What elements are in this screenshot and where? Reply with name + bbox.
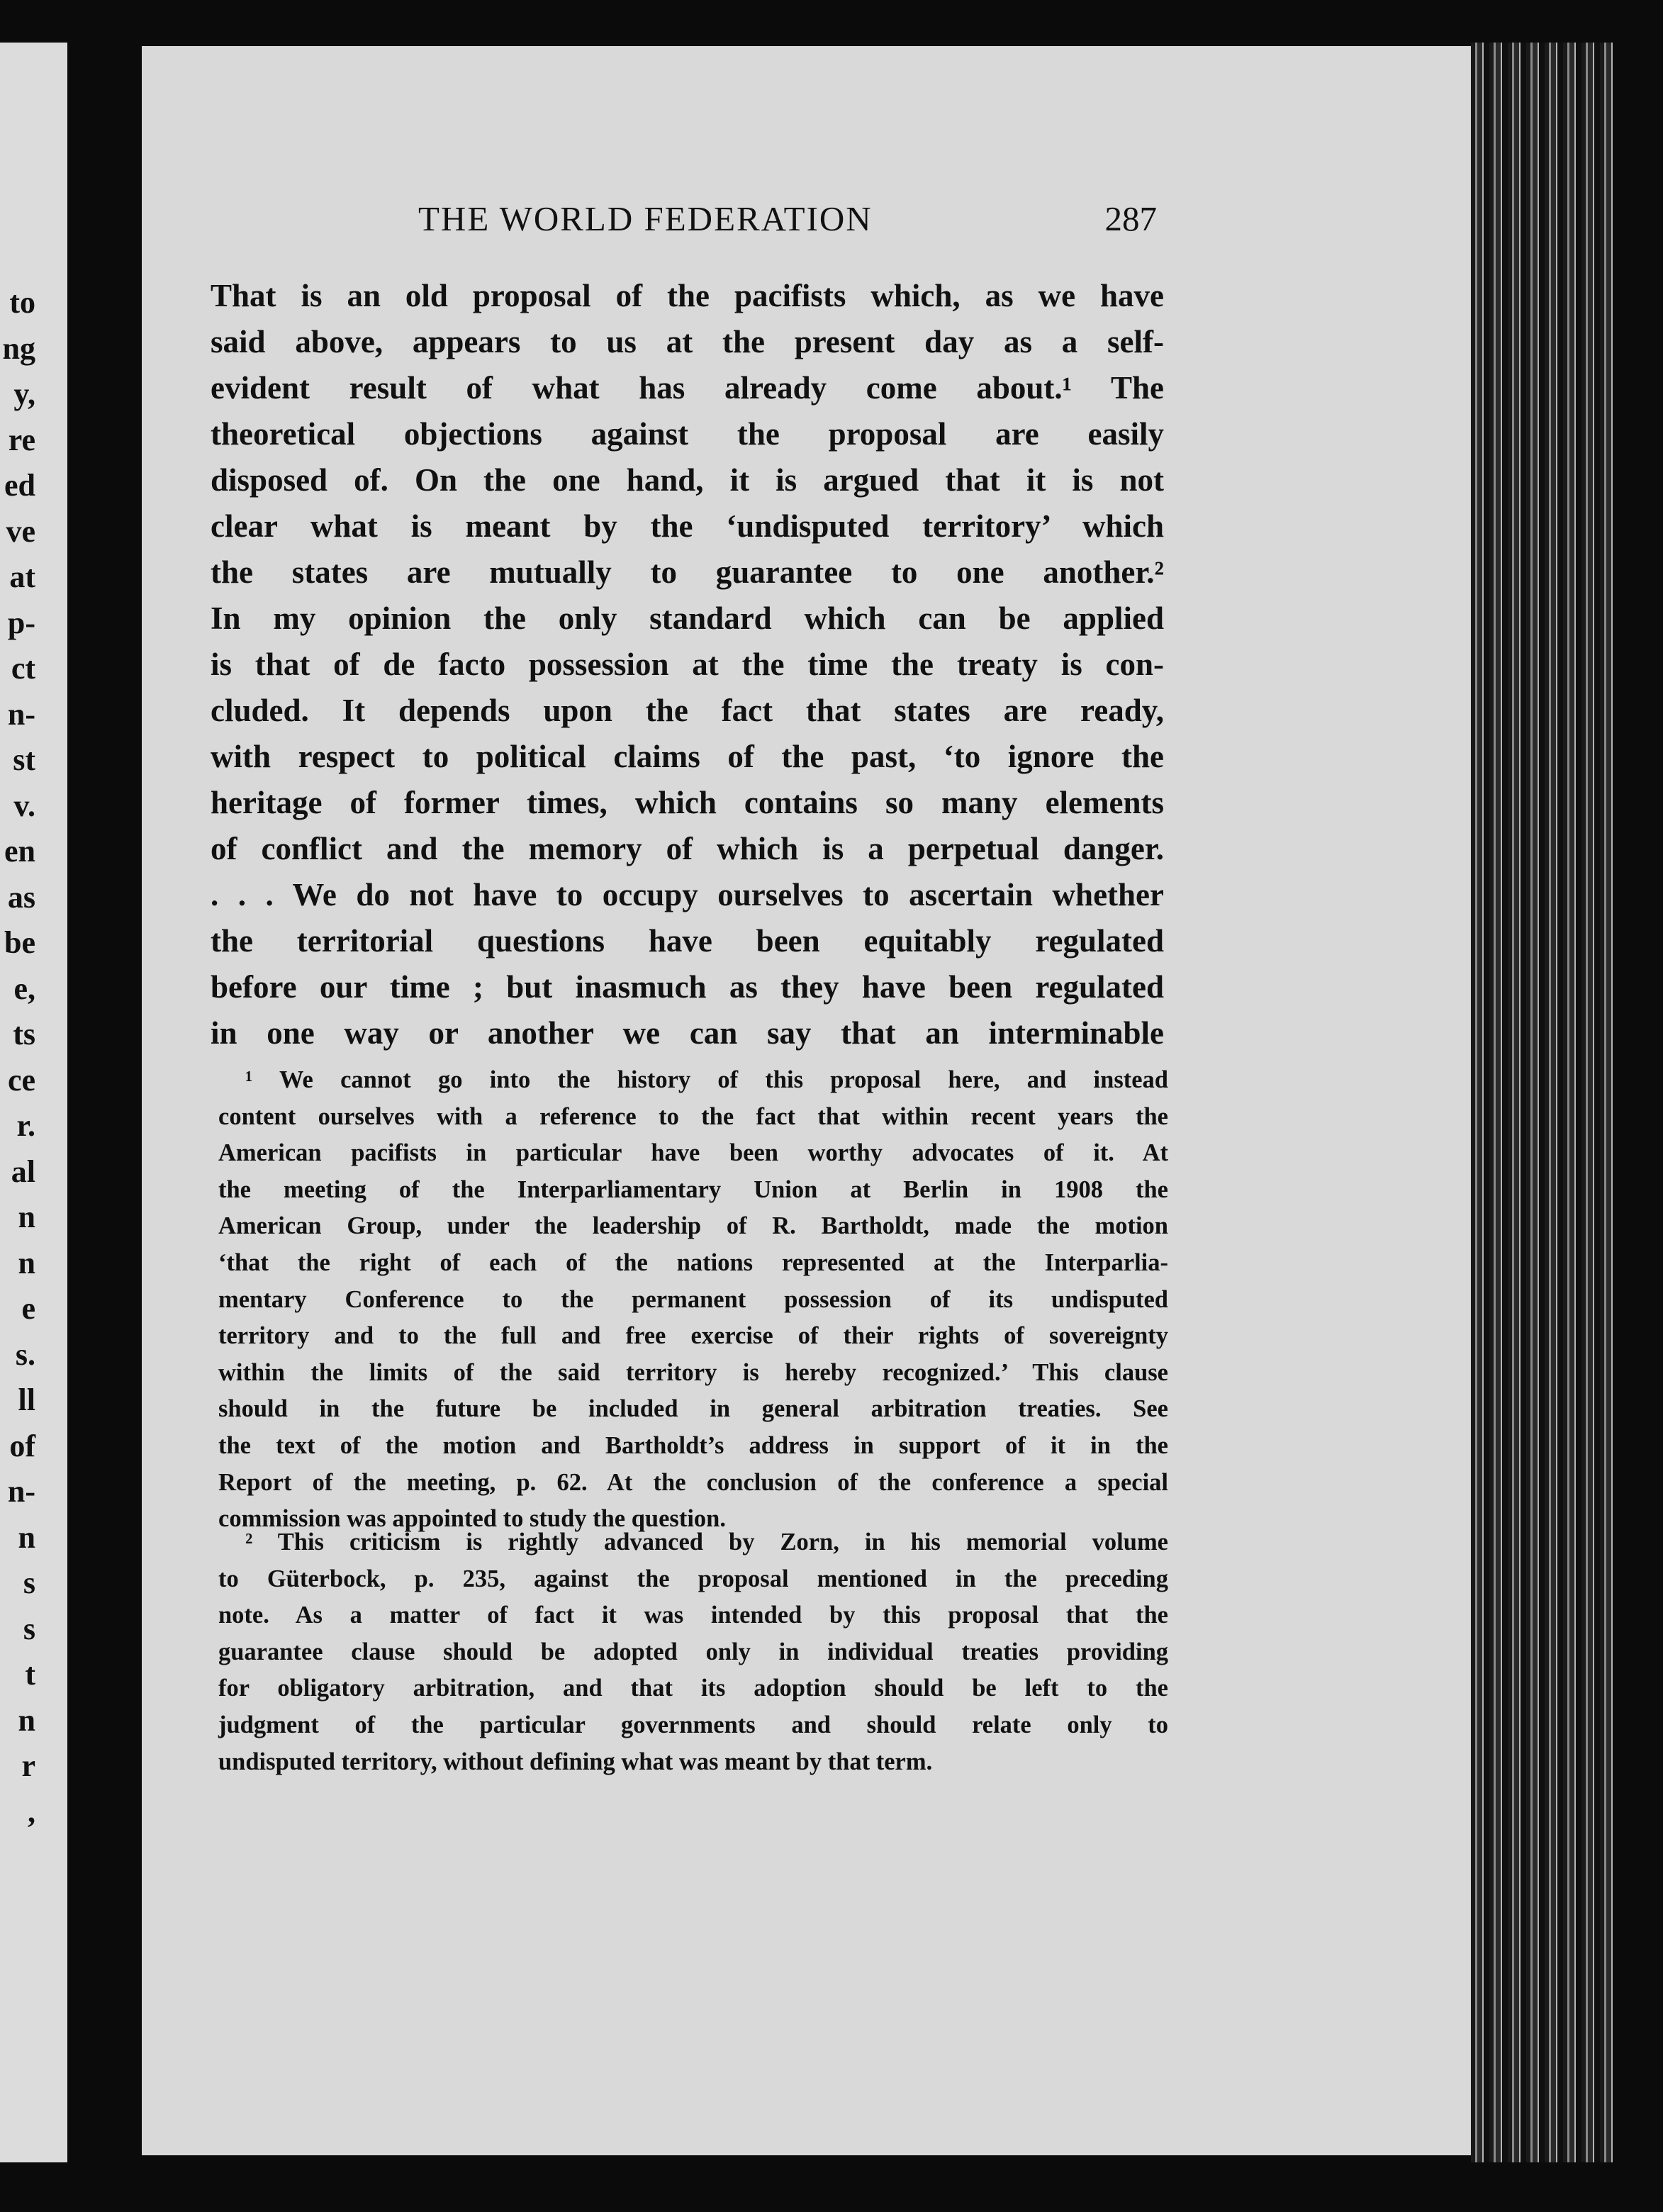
text-line: before our time ; but inasmuch as they have been regulated (211, 969, 1164, 1005)
fragment-line: p- (7, 605, 35, 640)
fragment-line: st (13, 742, 35, 777)
footnote-line: ‘that the right of each of the nations represented at the Interparlia- (218, 1249, 1168, 1276)
footnote-line: note. As a matter of fact it was intended by this proposal that the (218, 1602, 1168, 1629)
fragment-line: s (23, 1565, 35, 1600)
fragment-line: ng (2, 330, 35, 366)
text-line: In my opinion the only standard which can be applied (211, 601, 1164, 636)
fragment-line: be (4, 925, 35, 960)
fragment-line: s (23, 1611, 35, 1646)
text-line: cluded. It depends upon the fact that states are ready, (211, 693, 1164, 728)
text-line: of conflict and the memory of which is a perpetual danger. (211, 831, 1164, 866)
footnote-line: commission was appointed to study the question. (218, 1505, 726, 1533)
footnote-line: American pacifists in particular have been worthy advocates of it. At (218, 1139, 1168, 1167)
footnote-line: undisputed territory, without defining what was meant by that term. (218, 1748, 933, 1775)
fragment-line: al (11, 1154, 35, 1189)
fragment-line: ce (7, 1062, 35, 1097)
fragment-line: e (21, 1291, 35, 1326)
footnote-line: guarantee clause should be adopted only in individual treaties providing (218, 1638, 1168, 1665)
fragment-line: v. (13, 788, 35, 823)
fragment-line: to (9, 285, 35, 320)
footnote-1 (218, 1062, 1168, 1538)
fragment-line: n (18, 1702, 35, 1738)
footnote-line: American Group, under the leadership of R. Bartholdt, made the motion (218, 1212, 1168, 1240)
fragment-line: s. (15, 1336, 35, 1372)
footnote-line: should in the future be included in general arbitration treaties. See (218, 1395, 1168, 1423)
fragment-line: ct (11, 651, 35, 686)
footnote-line: mentary Conference to the permanent possession of its undisputed (218, 1285, 1168, 1313)
text-line: the territorial questions have been equitably regulated (211, 923, 1164, 959)
fragment-line: n (18, 1200, 35, 1234)
fragment-line: ed (4, 468, 35, 503)
text-line: evident result of what has already come about.¹ The (211, 370, 1164, 406)
fragment-line: y, (13, 376, 35, 411)
facing-page-fragment (0, 43, 67, 2162)
fragment-line: t (25, 1657, 35, 1692)
footnote-line: for obligatory arbitration, and that its adoption should be left to the (218, 1675, 1168, 1702)
footnote-2 (218, 1524, 1168, 1780)
footnote-line: territory and to the full and free exercise of their rights of sovereignty (218, 1322, 1168, 1350)
running-head-title: THE WORLD FEDERATION (418, 199, 873, 238)
text-line: with respect to political claims of the past, ‘to ignore the (211, 739, 1164, 774)
fragment-line: as (7, 879, 35, 915)
main-text (211, 273, 1164, 1056)
text-line: in one way or another we can say that an interminable (211, 1015, 1164, 1051)
fragment-line: n- (7, 1474, 35, 1509)
fragment-line: n- (7, 696, 35, 732)
footnote-line: the meeting of the Interparliamentary Union at Berlin in 1908 the (218, 1175, 1168, 1203)
fragment-line: r. (16, 1108, 35, 1143)
fragment-line: re (8, 422, 35, 457)
fragment-line: at (9, 559, 35, 594)
text-line: heritage of former times, which contains so many elements (211, 785, 1164, 820)
fragment-line: r (21, 1748, 35, 1783)
footnote-line: the text of the motion and Bartholdt’s address in support of it in the (218, 1431, 1168, 1459)
fragment-line: of (9, 1428, 35, 1463)
footnote-line: ² This criticism is rightly advanced by Zorn, in his memorial volume (245, 1529, 1168, 1555)
fragment-line: e, (13, 971, 35, 1006)
text-line: is that of de facto possession at the time the treaty is con- (211, 647, 1164, 682)
fragment-line: ll (18, 1382, 35, 1417)
text-line: said above, appears to us at the present day as a self- (211, 324, 1164, 359)
page-number: 287 (1104, 199, 1157, 238)
fragment-line: n (18, 1245, 35, 1280)
fragment-line: en (4, 834, 35, 868)
text-line: . . . We do not have to occupy ourselves to ascertain whether (211, 877, 1164, 912)
footnote-line: content ourselves with a reference to the fact that within recent years the (218, 1102, 1168, 1130)
running-head (418, 199, 1170, 241)
text-line: theoretical objections against the proposal are easily (211, 416, 1164, 452)
text-line: the states are mutually to guarantee to one another.² (211, 554, 1164, 590)
facing-page-line-endings (0, 280, 67, 1835)
text-line: disposed of. On the one hand, it is argued that it is not (211, 462, 1164, 498)
fragment-line: ts (13, 1017, 35, 1051)
footnote-line: judgment of the particular governments and should relate only to (218, 1711, 1168, 1738)
text-line: That is an old proposal of the pacifists which, as we have (211, 278, 1164, 313)
footnote-line: ¹ We cannot go into the history of this proposal here, and instead (245, 1066, 1168, 1093)
footnote-line: to Güterbock, p. 235, against the proposal mentioned in the preceding (218, 1565, 1168, 1592)
fragment-line: n (18, 1519, 35, 1555)
book-page-edges (1471, 43, 1613, 2162)
fragment-line: , (28, 1794, 35, 1829)
footnote-line: Report of the meeting, p. 62. At the conclusion of the conference a special (218, 1468, 1168, 1496)
footnote-line: within the limits of the said territory is hereby recognized.’ This clause (218, 1358, 1168, 1386)
fragment-line: ve (6, 513, 35, 549)
text-line: clear what is meant by the ‘undisputed territory’ which (211, 508, 1164, 544)
